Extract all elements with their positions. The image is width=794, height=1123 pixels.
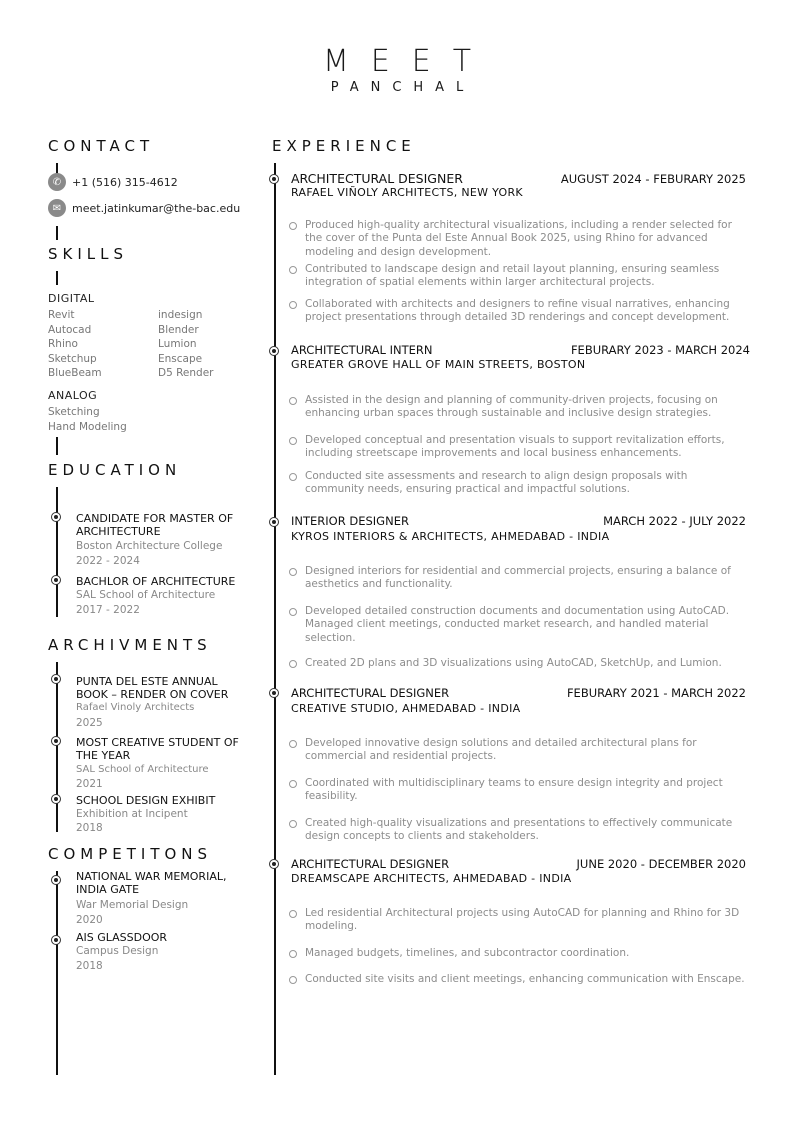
analog-skills [48,405,198,434]
competition-desc: War Memorial Design [76,899,189,911]
achievement-year: 2025 [76,717,103,729]
achievement-org: Rafael Vinoly Architects [76,702,195,713]
job-bullet: Designed interiors for residential and commercial projects, ensuring a balance of aesthetics and functionality. [305,565,731,591]
education-school: SAL School of Architecture [76,589,216,601]
bullet-icon [289,568,297,576]
digital-skills-col2 [158,308,248,381]
achievement-org: SAL School of Architecture [76,764,209,775]
job-role: ARCHITECTURAL DESIGNER [291,857,450,871]
timeline-dot [269,174,279,184]
job-dates: FEBURARY 2023 - MARCH 2024 [570,343,750,357]
job-company: CREATIVE STUDIO, AHMEDABAD - INDIA [291,702,521,715]
bullet-icon [289,950,297,958]
job-bullet: Created high-quality visualizations and presentations to effectively communicate design concepts to clients and stakeholders. [305,817,733,843]
job-dates: MARCH 2022 - JULY 2022 [603,514,746,528]
experience-heading: EXPERIENCE [272,137,416,155]
bullet-icon [289,301,297,309]
timeline-dot [51,512,61,522]
job-role: ARCHITECTURAL DESIGNER [291,171,463,186]
competitions-heading: COMPETITONS [48,845,213,863]
skill-item: Revit [48,309,75,321]
job-company: GREATER GROVE HALL OF MAIN STREETS, BOSTON [291,358,586,371]
digital-heading: DIGITAL [48,292,95,305]
education-heading: EDUCATION [48,461,182,479]
bullet-icon [289,397,297,405]
name-first: MEET [322,44,494,79]
job-bullet: Managed budgets, timelines, and subcontractor coordination. [305,947,630,959]
phone-icon: ✆ [48,173,66,191]
job-bullet: Created 2D plans and 3D visualizations using AutoCAD, SketchUp, and Lumion. [305,657,722,669]
skills-heading: SKILLS [48,245,129,263]
competition-year: 2018 [76,960,103,972]
skill-item: Hand Modeling [48,420,127,433]
competition-year: 2020 [76,914,103,926]
skill-item: Enscape [158,352,203,365]
skill-item: D5 Render [158,367,214,379]
timeline-dot [269,346,279,356]
competition-title: AIS GLASSDOOR [76,931,168,944]
education-timeline-line [56,487,58,617]
timeline-dot [269,517,279,527]
job-bullet: Led residential Architectural projects using AutoCAD for planning and Rhino for 3D modeling. [305,907,740,933]
contact-phone [48,172,178,192]
digital-skills-col1 [48,308,148,381]
skill-item: BlueBeam [48,367,102,379]
competition-title: NATIONAL WAR MEMORIAL, INDIA GATE [76,870,227,896]
job-bullet: Developed innovative design solutions and detailed architectural plans for commercial and residential projects. [305,737,697,763]
skill-item: Sketching [48,406,100,418]
bullet-icon [289,910,297,918]
skill-item: Sketchup [48,352,97,365]
timeline-dot [51,674,61,684]
achievement-title: MOST CREATIVE STUDENT OF THE YEAR [76,736,239,762]
timeline-dot [51,875,61,885]
bullet-icon [289,660,297,668]
skill-item: indesign [158,309,203,321]
competition-desc: Campus Design [76,945,159,957]
job-bullet: Conducted site visits and client meetings, enhancing communication with Enscape. [305,973,745,985]
job-role: INTERIOR DESIGNER [291,514,409,528]
achievements-timeline-line [56,662,58,832]
job-bullet: Collaborated with architects and designers to refine visual narratives, enhancing project presentations through detailed 3D renderings and concept development. [305,298,730,324]
bullet-icon [289,820,297,828]
job-company: DREAMSCAPE ARCHITECTS, AHMEDABAD - INDIA [291,872,572,885]
job-company: KYROS INTERIORS & ARCHITECTS, AHMEDABAD - INDIA [291,530,610,543]
email-text[interactable]: meet.jatinkumar@the-bac.edu [72,201,241,215]
experience-timeline-line [274,163,276,1075]
achievement-title: PUNTA DEL ESTE ANNUAL BOOK – RENDER ON COVER [76,675,229,701]
job-role: ARCHITECTURAL INTERN [291,343,433,357]
job-bullet: Coordinated with multidisciplinary teams to ensure design integrity and project feasibility. [305,777,723,803]
timeline-dot [51,794,61,804]
education-years: 2017 - 2022 [76,604,140,616]
job-bullet: Contributed to landscape design and retail layout planning, ensuring seamless integration of spatial elements within larger architectural projects. [305,263,720,289]
education-connector-top [56,437,58,455]
achievement-org: Exhibition at Incipent [76,808,188,820]
job-dates: AUGUST 2024 - FEBURARY 2025 [560,172,746,186]
timeline-dot [269,859,279,869]
job-bullet: Conducted site assessments and research to align design proposals with community needs, ensuring practical and impactful solutions. [305,470,688,496]
bullet-icon [289,740,297,748]
education-school: Boston Architecture College [76,540,223,552]
job-company: RAFAEL VIÑOLY ARCHITECTS, NEW YORK [291,186,523,199]
achievement-year: 2018 [76,822,103,834]
name-last: PANCHAL [330,80,476,95]
timeline-dot [269,688,279,698]
bullet-icon [289,608,297,616]
achievement-title: SCHOOL DESIGN EXHIBIT [76,794,216,807]
education-years: 2022 - 2024 [76,555,140,567]
timeline-dot [51,575,61,585]
skill-item: Blender [158,323,199,336]
bullet-icon [289,473,297,481]
achievement-year: 2021 [76,778,103,790]
job-bullet: Developed conceptual and presentation visuals to support revitalization efforts, including streetscape improvements and local business enhancements. [305,434,725,460]
bullet-icon [289,976,297,984]
job-dates: FEBURARY 2021 - MARCH 2022 [566,686,746,700]
job-dates: JUNE 2020 - DECEMBER 2020 [576,857,746,871]
skill-item: Autocad [48,323,92,336]
skill-item: Rhino [48,338,78,350]
education-title: BACHLOR OF ARCHITECTURE [76,575,236,588]
bullet-icon [289,222,297,230]
job-bullet: Developed detailed construction documents and documentation using AutoCAD. Managed client meetings, conducted market research, and handled material selection. [305,605,730,644]
education-title: CANDIDATE FOR MASTER OF ARCHITECTURE [76,512,234,538]
contact-heading: CONTACT [48,137,155,155]
timeline-dot [51,935,61,945]
bullet-icon [289,437,297,445]
bullet-icon [289,266,297,274]
job-role: ARCHITECTURAL DESIGNER [291,686,450,700]
contact-email [48,198,240,218]
mail-icon: ✉ [48,199,66,217]
bullet-icon [289,780,297,788]
phone-text: +1 (516) 315-4612 [72,175,178,189]
competitions-timeline-line [56,871,58,1075]
achievements-heading: ARCHIVMENTS [48,636,212,654]
job-bullet: Assisted in the design and planning of community-driven projects, focusing on enhancing urban spaces through sustainable and inclusive design strategies. [305,394,718,420]
skills-connector [56,271,58,285]
timeline-dot [51,736,61,746]
skills-connector-top [56,226,58,240]
analog-heading: ANALOG [48,389,98,402]
job-bullet: Produced high-quality architectural visualizations, including a render selected for the cover of the Punta del Este Annual Book 2025, using Rhino for advanced modeling and design development. [305,219,732,258]
skill-item: Lumion [158,338,197,350]
